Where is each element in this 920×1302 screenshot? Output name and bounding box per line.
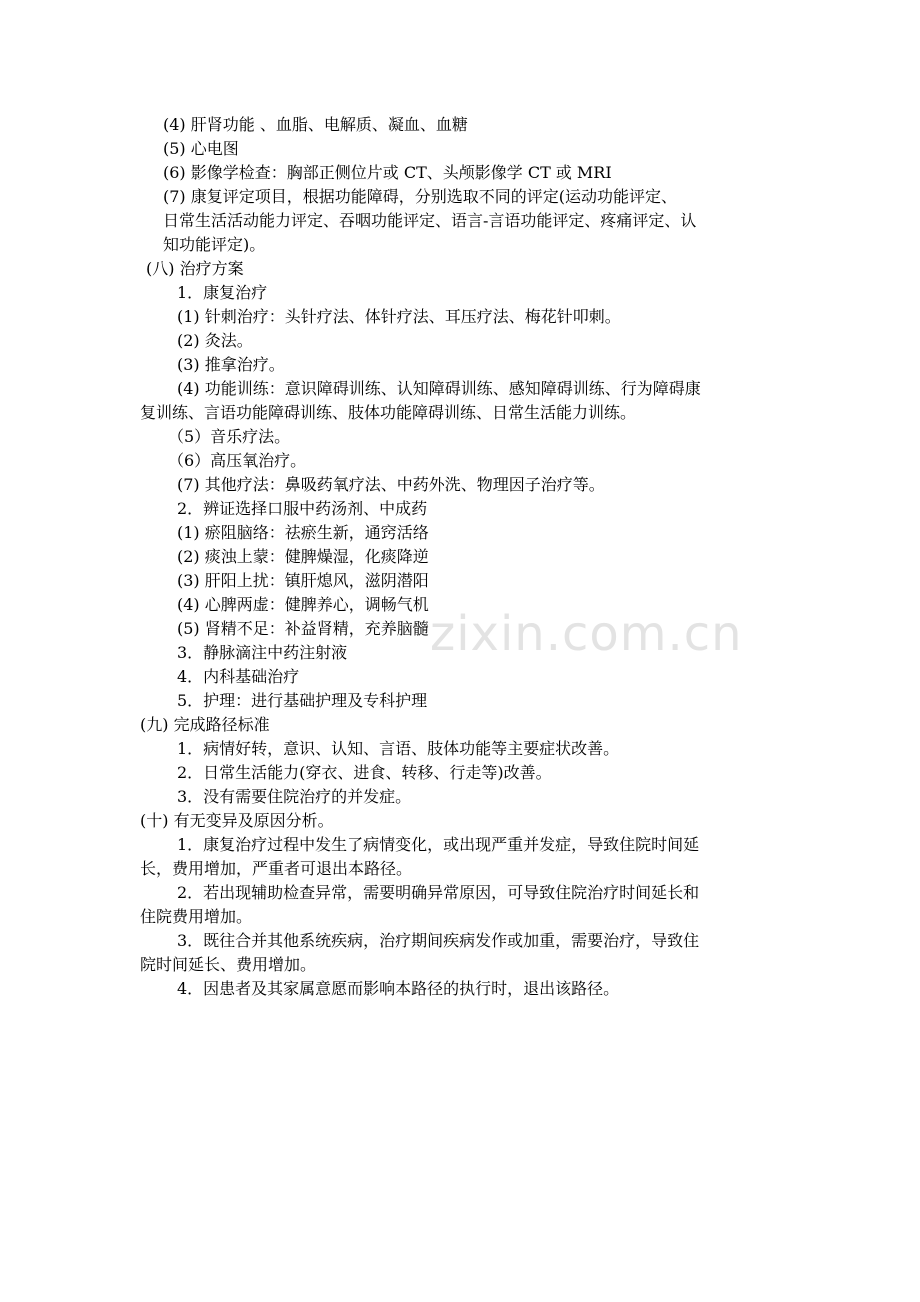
subsection-heading: 1．康复治疗 (177, 283, 268, 302)
text-line: 3．既往合并其他系统疾病，治疗期间疾病发作或加重，需要治疗，导致住 (177, 931, 700, 950)
text-line: (3) 肝阳上扰：镇肝熄风，滋阴潜阳 (177, 571, 429, 590)
subsection-heading: 3．静脉滴注中药注射液 (177, 643, 348, 662)
text-line: （5）音乐疗法。 (168, 427, 291, 446)
subsection-heading: 5．护理：进行基础护理及专科护理 (177, 691, 428, 710)
text-line: (7) 其他疗法：鼻吸药氧疗法、中药外洗、物理因子治疗等。 (177, 475, 605, 494)
subsection-heading: 2．辨证选择口服中药汤剂、中成药 (177, 499, 428, 518)
text-line: 2．若出现辅助检查异常，需要明确异常原因，可导致住院治疗时间延长和 (177, 883, 700, 902)
section-heading: (九) 完成路径标准 (140, 715, 270, 734)
text-line: (1) 针刺治疗：头针疗法、体针疗法、耳压疗法、梅花针叩刺。 (177, 307, 621, 326)
text-line: (4) 肝肾功能 、血脂、电解质、凝血、血糖 (163, 115, 468, 134)
text-line: 复训练、言语功能障碍训练、肢体功能障碍训练、日常生活能力训练。 (140, 403, 637, 422)
text-line: （6）高压氧治疗。 (168, 451, 307, 470)
text-line: (2) 痰浊上蒙：健脾燥湿，化痰降逆 (177, 547, 429, 566)
text-line: 4．因患者及其家属意愿而影响本路径的执行时，退出该路径。 (177, 979, 620, 998)
section-heading: (十) 有无变异及原因分析。 (140, 811, 334, 830)
text-line: (1) 瘀阻脑络：祛瘀生新，通窍活络 (177, 523, 429, 542)
text-line: 1．病情好转，意识、认知、言语、肢体功能等主要症状改善。 (177, 739, 620, 758)
text-line: (4) 功能训练：意识障碍训练、认知障碍训练、感知障碍训练、行为障碍康 (177, 379, 701, 398)
watermark-text: zixin.com.cn (430, 606, 743, 662)
section-heading: (八) 治疗方案 (146, 259, 244, 278)
text-line: 知功能评定)。 (163, 235, 266, 254)
text-line: (6) 影像学检查：胸部正侧位片或 CT、头颅影像学 CT 或 MRI (163, 163, 612, 182)
text-line: 3．没有需要住院治疗的并发症。 (177, 787, 412, 806)
text-line: (5) 肾精不足：补益肾精，充养脑髓 (177, 619, 429, 638)
text-line: 住院费用增加。 (140, 907, 253, 926)
text-line: 院时间延长、费用增加。 (140, 955, 317, 974)
text-line: (4) 心脾两虚：健脾养心，调畅气机 (177, 595, 429, 614)
text-line: (7) 康复评定项目，根据功能障碍，分别选取不同的评定(运动功能评定、 (163, 187, 677, 206)
text-line: (3) 推拿治疗。 (177, 355, 285, 374)
text-line: (2) 灸法。 (177, 331, 253, 350)
text-line: 日常生活活动能力评定、吞咽功能评定、语言-言语功能评定、疼痛评定、认 (163, 211, 697, 230)
text-line: 1．康复治疗过程中发生了病情变化，或出现严重并发症，导致住院时间延 (177, 835, 700, 854)
text-line: 2．日常生活能力(穿衣、进食、转移、行走等)改善。 (177, 763, 552, 782)
subsection-heading: 4．内科基础治疗 (177, 667, 300, 686)
text-line: (5) 心电图 (163, 139, 239, 158)
text-line: 长，费用增加，严重者可退出本路径。 (140, 859, 413, 878)
